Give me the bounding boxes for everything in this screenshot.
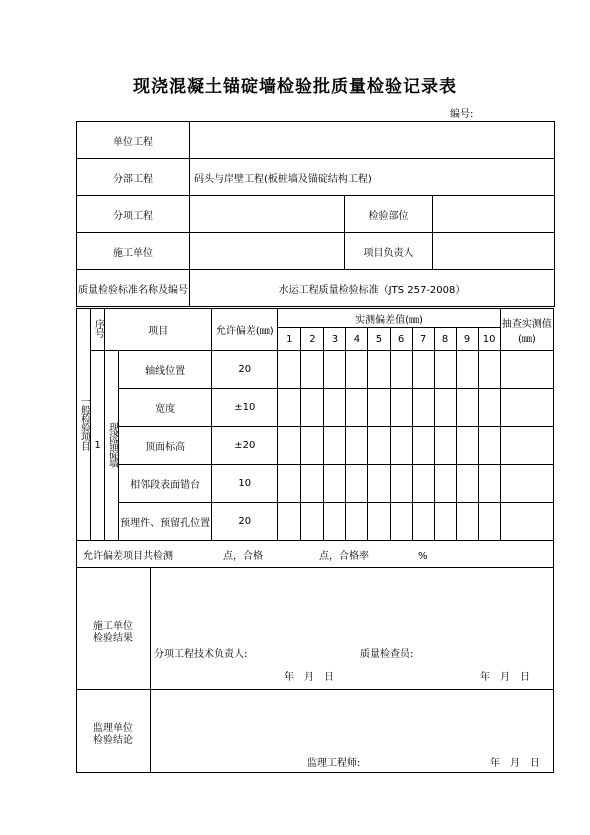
- measure-cell[interactable]: [434, 503, 456, 541]
- measure-cell[interactable]: [478, 351, 500, 389]
- row-allow: 20: [212, 503, 278, 541]
- measure-cell[interactable]: [412, 465, 434, 503]
- allow-header: 允许偏差(㎜): [212, 309, 278, 351]
- measure-cell[interactable]: [434, 427, 456, 465]
- measure-cell[interactable]: [278, 427, 301, 465]
- measure-cell[interactable]: [278, 503, 301, 541]
- measure-cell[interactable]: [301, 389, 324, 427]
- division-value[interactable]: 码头与岸壁工程(板桩墙及锚碇结构工程): [190, 159, 555, 196]
- pm-label: 项目负责人: [345, 233, 433, 270]
- col-header: 6: [390, 328, 412, 351]
- measure-cell[interactable]: [324, 389, 346, 427]
- measure-cell[interactable]: [324, 427, 346, 465]
- row-name: 相邻段表面错台: [119, 465, 212, 503]
- measure-cell[interactable]: [346, 351, 368, 389]
- row-allow: ±20: [212, 427, 278, 465]
- contractor-value[interactable]: [190, 233, 345, 270]
- measure-cell[interactable]: [412, 351, 434, 389]
- measure-cell[interactable]: [368, 427, 390, 465]
- col-header: 10: [478, 328, 500, 351]
- row-name: 顶面标高: [119, 427, 212, 465]
- measure-cell[interactable]: [301, 351, 324, 389]
- inspect-part-value[interactable]: [433, 196, 555, 233]
- tech-lead-label: 分项工程技术负责人:: [154, 649, 248, 660]
- sample-cell[interactable]: [500, 389, 553, 427]
- seq-header-cell: [91, 309, 105, 351]
- measure-cell[interactable]: [346, 465, 368, 503]
- measure-cell[interactable]: [324, 503, 346, 541]
- measure-cell[interactable]: [278, 351, 301, 389]
- seq-header: 序号: [92, 319, 104, 337]
- date-left: 年 月 日: [284, 672, 334, 683]
- group-label: 现浇锚碇墙: [106, 421, 118, 467]
- col-header: 4: [346, 328, 368, 351]
- measure-cell[interactable]: [346, 389, 368, 427]
- sample-cell[interactable]: [500, 503, 553, 541]
- supervisor-label-2: 检验结论: [93, 735, 133, 746]
- measure-cell[interactable]: [301, 427, 324, 465]
- measure-cell[interactable]: [301, 503, 324, 541]
- sample-cell[interactable]: [500, 465, 553, 503]
- measure-cell[interactable]: [478, 503, 500, 541]
- divider: [150, 690, 151, 772]
- summary-b: 点，合格: [223, 550, 263, 562]
- inspect-part-label: 检验部位: [345, 196, 433, 233]
- row-name: 宽度: [119, 389, 212, 427]
- measure-cell[interactable]: [390, 389, 412, 427]
- row-allow: 20: [212, 351, 278, 389]
- col-header: 5: [368, 328, 390, 351]
- sample-cell[interactable]: [500, 427, 553, 465]
- measure-cell[interactable]: [368, 351, 390, 389]
- measure-cell[interactable]: [368, 465, 390, 503]
- col-header: 9: [456, 328, 478, 351]
- measure-cell[interactable]: [478, 465, 500, 503]
- contractor-result-label-2: 检验结果: [93, 633, 133, 644]
- measure-cell[interactable]: [456, 389, 478, 427]
- row-allow: 10: [212, 465, 278, 503]
- contractor-label: 施工单位: [77, 233, 190, 270]
- inspection-table: [76, 308, 554, 568]
- contractor-result-label-1: 施工单位: [93, 621, 133, 632]
- col-header: 8: [434, 328, 456, 351]
- date-right: 年 月 日: [480, 672, 530, 683]
- col-header: 1: [278, 328, 301, 351]
- division-label: 分部工程: [77, 159, 190, 196]
- group-seq: 1: [91, 351, 105, 541]
- divider: [150, 568, 151, 689]
- measure-cell[interactable]: [368, 389, 390, 427]
- standard-label: 质量检验标准名称及编号: [77, 270, 190, 307]
- sample-cell[interactable]: [500, 351, 553, 389]
- supervisor-date: 年 月 日: [490, 758, 540, 769]
- standard-value: 水运工程质量检验标准（JTS 257-2008）: [190, 270, 555, 307]
- measure-cell[interactable]: [434, 389, 456, 427]
- measure-cell[interactable]: [346, 503, 368, 541]
- measure-cell[interactable]: [368, 503, 390, 541]
- col-header: 3: [324, 328, 346, 351]
- supervisor-label-1: 监理单位: [93, 723, 133, 734]
- item-header: 项目: [105, 309, 212, 351]
- group-label-cell: [105, 351, 119, 541]
- measure-cell[interactable]: [412, 503, 434, 541]
- page-title: 现浇混凝土锚碇墙检验批质量检验记录表: [133, 77, 457, 97]
- measured-header: 实测偏差值(㎜): [278, 309, 500, 328]
- subitem-value[interactable]: [190, 196, 345, 233]
- measure-cell[interactable]: [278, 465, 301, 503]
- subitem-label: 分项工程: [77, 196, 190, 233]
- measure-cell[interactable]: [390, 503, 412, 541]
- summary-d: %: [418, 550, 428, 562]
- engineer-label: 监理工程师:: [307, 758, 361, 769]
- summary-a: 允许偏差项目共检测: [83, 550, 173, 562]
- measure-cell[interactable]: [456, 351, 478, 389]
- code-label: 编号:: [450, 109, 474, 120]
- measure-cell[interactable]: [412, 427, 434, 465]
- measure-cell[interactable]: [301, 465, 324, 503]
- row-name: 预埋件、预留孔位置: [119, 503, 212, 541]
- measure-cell[interactable]: [390, 465, 412, 503]
- row-name: 轴线位置: [119, 351, 212, 389]
- section-label: 一般检验项目: [78, 396, 90, 450]
- summary-c: 点，合格率: [319, 550, 369, 562]
- measure-cell[interactable]: [456, 503, 478, 541]
- measure-cell[interactable]: [324, 351, 346, 389]
- measure-cell[interactable]: [456, 465, 478, 503]
- measure-cell[interactable]: [346, 427, 368, 465]
- summary-row: [77, 541, 554, 568]
- measure-cell[interactable]: [434, 465, 456, 503]
- pm-value[interactable]: [433, 233, 555, 270]
- measure-cell[interactable]: [278, 389, 301, 427]
- unit-project-label: 单位工程: [77, 122, 190, 159]
- measure-cell[interactable]: [412, 389, 434, 427]
- row-allow: ±10: [212, 389, 278, 427]
- sample-header: 抽查实测值(㎜): [500, 309, 553, 351]
- measure-cell[interactable]: [390, 427, 412, 465]
- measure-cell[interactable]: [324, 465, 346, 503]
- measure-cell[interactable]: [456, 427, 478, 465]
- measure-cell[interactable]: [478, 389, 500, 427]
- col-header: 7: [412, 328, 434, 351]
- col-header: 2: [301, 328, 324, 351]
- measure-cell[interactable]: [478, 427, 500, 465]
- info-table: [76, 121, 555, 307]
- measure-cell[interactable]: [434, 351, 456, 389]
- measure-cell[interactable]: [390, 351, 412, 389]
- unit-project-value[interactable]: [190, 122, 555, 159]
- inspector-label: 质量检查员:: [360, 649, 414, 660]
- section-label-cell: [77, 309, 91, 541]
